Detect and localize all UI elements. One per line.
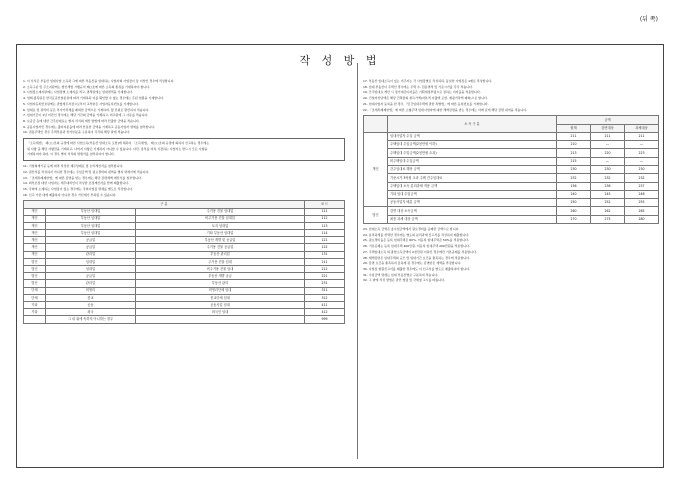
note-line: 8. 보증금 등에 대한 간주임대료는 별지 서식의 계산 방법에 따라 산출한 금액을 적습니다. xyxy=(23,118,140,123)
income-table-row xyxy=(364,132,659,140)
code-table-cell: 공동 xyxy=(46,301,136,308)
page-title: 작 성 방 법 xyxy=(299,54,381,67)
income-label: 공동사업자 배분 금액 xyxy=(388,199,557,207)
income-code-cell: 262 xyxy=(591,207,625,215)
note-line: 6. 임대료 및 관리비 등은 부가가치세를 제외한 금액으로 기재하며, 월 단위로 환산하여 적습니다. xyxy=(23,107,150,112)
note-line: 18. 임대 부동산이 주택인 경우에는 주택 수, 전용면적 및 기준시가를 각각 적습니다. xyxy=(363,84,473,89)
code-table-cell: 111 xyxy=(305,208,345,215)
income-code-cell: 215 xyxy=(557,157,591,165)
income-code-cell: 248 xyxy=(625,190,659,198)
income-subheader: 합계 xyxy=(557,124,591,132)
income-table-row xyxy=(364,166,659,174)
income-table-row xyxy=(364,157,659,165)
income-table-row xyxy=(364,190,659,198)
code-table-row xyxy=(24,266,345,273)
code-table-cell: 단체 xyxy=(24,287,46,294)
code-table-cell xyxy=(24,316,46,323)
income-code-cell: 210 xyxy=(557,141,591,149)
code-table-row xyxy=(24,251,345,258)
code-table-row xyxy=(24,294,345,301)
code-table-cell: 공동사업 임대 xyxy=(136,301,305,308)
code-table-cell: 221 xyxy=(305,273,345,280)
income-code-cell: 211 xyxy=(625,132,659,140)
income-code-cell: 232 xyxy=(591,174,625,182)
code-table-cell xyxy=(136,316,305,323)
code-table-row xyxy=(24,309,345,316)
income-table-header: 금액 xyxy=(557,116,659,124)
code-table-cell: 주거용 건물 공급업 xyxy=(136,244,305,251)
income-code-cell: — xyxy=(625,141,659,149)
note-line: 23. 임대소득 금액은 총수입금액에서 필요경비를 공제한 금액으로 합니다. xyxy=(363,227,460,232)
note-line: 2. 소득구분 및 주소지란에는 법인세법 시행규칙 제○조에 따른 소득의 종류를 기재하여야 합니다. xyxy=(23,84,151,89)
code-table-cell: 기타 부동산 임대업 xyxy=(136,230,305,237)
note-line: 5. 사업자등록번호란에는 관할세무서장으로부터 교부받은 사업자등록번호를 기재합니다. xyxy=(23,101,139,106)
income-code-cell: 223 xyxy=(625,149,659,157)
income-code-cell: 237 xyxy=(625,182,659,190)
group-label: 법인 xyxy=(364,207,388,224)
code-table-cell: 종교단체 임대 xyxy=(136,294,305,301)
code-table-cell: 개인 xyxy=(24,208,46,215)
note-line: 32. 그 밖에 작성 방법은 관련 법령 및 국세청 고시를 따릅니다. xyxy=(363,278,445,283)
note-line: 10. 겸용주택인 경우 주택부분과 상가부분을 구분하여 각각의 해당 란에 적습니다. xyxy=(23,130,131,135)
code-table-cell: 토지 임대업 xyxy=(136,222,305,229)
income-code-cell: 230 xyxy=(557,166,591,174)
code-table-cell: 312 xyxy=(305,294,345,301)
code-table-cell: 개인 xyxy=(24,215,46,222)
income-code-cell: 236 xyxy=(591,182,625,190)
code-table-cell: 개인 xyxy=(24,230,46,237)
code-table-cell: 비영리단체 임대 xyxy=(136,287,305,294)
note-line: 15. 국외에 소재하는 사업장이 있는 경우에는 국외사업장 명세를 별도로 작성합니다. xyxy=(23,186,133,191)
code-table-cell: 부동산 임대업 xyxy=(46,230,136,237)
code-table-cell: 999 xyxy=(305,316,345,323)
income-label: 주택임대 수입금액(2천만원 초과) xyxy=(388,149,557,157)
code-table-cell: 비주거용 건물 임대 xyxy=(136,266,305,273)
income-table-body xyxy=(364,132,659,223)
left-boxed-note xyxy=(23,138,345,161)
income-code-cell: 250 xyxy=(557,199,591,207)
income-table-header: 소 득 구 분 xyxy=(388,116,557,133)
code-table-cell: 공급업 xyxy=(46,273,136,280)
income-table-row xyxy=(364,207,659,215)
note-line: 21. 임대사업자 등록을 한 경우 「민간임대주택에 관한 특별법」에 따른 등록번호를 기재합니다. xyxy=(363,101,489,106)
income-subheader: 과세대상 xyxy=(625,124,659,132)
box-line: 위 사항 중 해당 사항만을 기재하고, 나머지 사항은 기재하지 아니할 수 있습니다. 다만, 장부를 비치·기장하는 사업자는 반드시 모든 사항을 xyxy=(27,146,208,151)
code-table-row xyxy=(24,230,345,237)
box-line: 기재하여야 하며, 이 경우 별지 서식의 명세서를 첨부하여야 합니다. xyxy=(27,152,115,157)
code-table-cell: 311 xyxy=(305,287,345,294)
code-table-cell: 113 xyxy=(305,222,345,229)
form-frame xyxy=(16,44,664,468)
income-code-cell: 220 xyxy=(591,149,625,157)
income-code-cell: 156 xyxy=(557,182,591,190)
code-table-cell: 231 xyxy=(305,280,345,287)
code-table xyxy=(23,200,345,323)
note-line: 31. 수입금액 명세는 임대 부동산별로 구분하여 적습니다. xyxy=(363,272,439,277)
code-table-cell: 주거용 건물 임대 xyxy=(136,258,305,265)
code-table-cell: 주거용 건물 임대업 xyxy=(136,208,305,215)
note-line: 3. 사업장소재지란에는 사업장별 소재지를 적고, 면적란에는 임대면적을 기재합니다. xyxy=(23,90,133,95)
note-line: 4. 업태·종목란은 한국표준산업분류에 따라 기재하되 이를 확인할 수 없는 경우에는 주된 업종을 기재합니다. xyxy=(23,96,164,101)
code-table-cell: 법인 xyxy=(24,266,46,273)
code-table-cell: 412 xyxy=(305,309,345,316)
code-table-cell: 관리업 xyxy=(46,280,136,287)
code-table-cell: 개인 xyxy=(24,237,46,244)
code-table-cell: 법인 xyxy=(24,258,46,265)
code-table-row xyxy=(24,280,345,287)
right-column xyxy=(363,79,659,284)
income-code-cell: 260 xyxy=(557,207,591,215)
note-line: 1. 이 서식은 부동산 임대사업 소득과 그에 따른 부동산을 임대하는 사업자의 사업장이 둘 이상인 경우에 작성합니다. xyxy=(23,79,175,83)
income-code-cell: 280 xyxy=(625,215,659,223)
income-label: 최종 과세 대상 금액 xyxy=(388,215,557,223)
code-table-row xyxy=(24,316,345,323)
code-table-cell: 122 xyxy=(305,244,345,251)
income-code-cell: 275 xyxy=(591,215,625,223)
income-code-cell: 252 xyxy=(591,199,625,207)
income-subheader: 감면대상 xyxy=(591,124,625,132)
code-table-cell: 부동산 임대업 xyxy=(46,215,136,222)
code-table-row xyxy=(24,301,345,308)
code-table-cell: 기타 xyxy=(24,301,46,308)
left-notes-mid xyxy=(23,164,345,197)
note-line: 22. 「조세특례제한법」에 따른 소형주택 임대사업자에 대한 세액감면을 받는 경우에는 아래 표에 해당 감면 내역을 적습니다. xyxy=(363,107,528,112)
note-line: 26. 기본공제는 등록 임대주택 400만원, 미등록 임대주택 200만원을 적용합니다. xyxy=(363,244,470,249)
code-table-cell: 임대업 xyxy=(46,258,136,265)
income-code-cell: 255 xyxy=(625,199,659,207)
code-table-cell: 개인 xyxy=(24,244,46,251)
code-table-cell: 공급업 xyxy=(46,237,136,244)
note-line: 20. 건설비상당액은 해당 건축물의 취득가액(자본적 지출액 포함, 재평가차액 제외)으로 합니다. xyxy=(363,96,488,101)
income-table-row xyxy=(364,141,659,149)
code-table-body xyxy=(24,208,345,323)
code-table-cell: 부동산 임대업 xyxy=(46,222,136,229)
group-label: 개인 xyxy=(364,132,388,207)
right-notes-top xyxy=(363,79,659,112)
group-header xyxy=(364,116,388,133)
note-line: 14. 외부조정 대상 사업자는 세무대리인이 작성한 조정계산서를 함께 제출합니다. xyxy=(23,181,130,186)
income-code-cell: 211 xyxy=(557,132,591,140)
code-table-cell: 법인 xyxy=(24,280,46,287)
code-table-header: 코 드 xyxy=(305,201,345,208)
code-table-cell: 임대업 xyxy=(46,266,136,273)
income-code-cell: 245 xyxy=(591,190,625,198)
code-table-cell: 부동산 개발 및 공급업 xyxy=(136,237,305,244)
left-column xyxy=(23,79,345,324)
code-table-cell: 부동산 임대업 xyxy=(46,208,136,215)
code-table-cell: 211 xyxy=(305,258,345,265)
income-code-cell: 232 xyxy=(557,174,591,182)
note-line: 30. 사업장 현황신고서를 제출한 경우에도 이 신고서를 별도로 제출하여야 합니다. xyxy=(363,267,471,271)
income-label: 임대사업자 수입 금액 xyxy=(388,132,557,140)
note-line: 12. 결산서를 작성하지 아니한 경우에는 수입금액 및 필요경비의 내역을 별지 명세서에 적습니다. xyxy=(23,169,150,174)
code-table-cell: 부동산 관리업 xyxy=(136,251,305,258)
income-table-row xyxy=(364,199,659,207)
note-line: 28. 세액감면은 임대주택의 규모 및 임대기간 요건을 충족하는 경우에 적용합니다. xyxy=(363,255,471,260)
code-table-row xyxy=(24,215,345,222)
code-table-cell: 외국인 임대 xyxy=(136,309,305,316)
code-table-cell: 외국 xyxy=(46,309,136,316)
income-code-cell: 230 xyxy=(591,166,625,174)
income-code-cell: 240 xyxy=(557,190,591,198)
income-label: 간주임대료 해당 금액 xyxy=(388,166,557,174)
income-label: 기타 임대 수입금액 xyxy=(388,190,557,198)
note-line: 16. 신고 기한 내에 제출하지 아니한 경우 가산세가 부과될 수 있습니다. xyxy=(23,192,117,197)
note-line: 13. 「조세특례제한법」에 따른 감면을 받는 경우에는 해당 감면세액 계산서를 첨부합니다. xyxy=(23,175,142,180)
code-table-cell: 관리업 xyxy=(46,251,136,258)
column-divider xyxy=(357,63,358,459)
code-table-cell: 단체 xyxy=(24,294,46,301)
code-table-row xyxy=(24,258,345,265)
page-mark: (뒤 쪽) xyxy=(639,16,658,23)
note-line: 7. 임대기간이 1년 미만인 경우에는 해당 기간의 금액을 기재하고, 비고란에 그 사유를 적습니다. xyxy=(23,113,149,118)
income-table-row xyxy=(364,174,659,182)
code-table-cell: 공급업 xyxy=(46,244,136,251)
note-line: 27. 주택임대소득 외 종합소득금액이 2천만원 이하인 경우에만 기본공제를 적용합니다. xyxy=(363,249,477,254)
income-table-row xyxy=(364,149,659,157)
income-table xyxy=(363,115,659,224)
income-code-cell: 232 xyxy=(625,174,659,182)
code-table-cell: 부동산 관리 xyxy=(136,280,305,287)
left-notes-top xyxy=(23,79,345,135)
code-table-row xyxy=(24,222,345,229)
income-label: 기준시가 3억원 초과 주택 간주임대료 xyxy=(388,174,557,182)
code-table-cell: 부동산 개발 공급 xyxy=(136,273,305,280)
box-line: 「소득세법」 제○○조의 규정에 따른 사업소득(부동산 임대소득 포함)에 대하여 「소득세법」 제○○조의 규정에 의하여 신고하는 경우에는 xyxy=(27,141,210,146)
note-line: 24. 분리과세를 선택한 경우에는 별도의 분리과세 신고서를 작성하여 제출합니다. xyxy=(363,232,470,237)
income-table-row xyxy=(364,215,659,223)
code-table-cell: 개인 xyxy=(24,251,46,258)
code-table-header: 구 분 xyxy=(24,201,305,208)
income-code-cell: 230 xyxy=(625,166,659,174)
note-line: 19. 간주임대료 계산 시 정기예금이자율은 기획재정부령으로 정하는 이자율을 적용합니다. xyxy=(363,90,481,95)
note-line: 29. 감면 요건을 충족하지 못하게 된 경우에는 감면받은 세액을 추징합니다. xyxy=(363,261,462,266)
income-code-cell: 213 xyxy=(557,149,591,157)
income-code-cell: — xyxy=(625,157,659,165)
code-table-cell: 비영리 xyxy=(46,287,136,294)
income-label: 비주택임대 수입금액 xyxy=(388,157,557,165)
income-label: 주택임대 소득 분리과세 적용 금액 xyxy=(388,182,557,190)
income-label: 주택임대 수입금액(2천만원 이하) xyxy=(388,141,557,149)
income-code-cell: 265 xyxy=(625,207,659,215)
income-label: 감면 대상 소득금액 xyxy=(388,207,557,215)
code-table-cell: 131 xyxy=(305,251,345,258)
code-table-row xyxy=(24,273,345,280)
code-table-cell: 411 xyxy=(305,301,345,308)
note-line: 17. 부동산 임대소득이 있는 거주자는 각 사업장별로 작성하되, 동일한 사업장은 1매로 작성합니다. xyxy=(363,79,493,83)
right-notes-bottom xyxy=(363,227,659,283)
code-table-row xyxy=(24,237,345,244)
income-code-cell: 211 xyxy=(591,132,625,140)
code-table-row xyxy=(24,244,345,251)
income-code-cell: — xyxy=(591,157,625,165)
note-line: 9. 공동사업자인 경우에는 출자지분율에 따라 안분한 금액을 기재하고 공동사업자 명세를 첨부합니다. xyxy=(23,124,156,129)
income-code-cell: 270 xyxy=(557,215,591,223)
income-table-row xyxy=(364,182,659,190)
income-code-cell: — xyxy=(591,141,625,149)
code-table-cell: 비주거용 건물 임대업 xyxy=(136,215,305,222)
note-line: 11. 기업회계기준 등에 따라 작성한 재무상태표 및 손익계산서를 첨부합니다. xyxy=(23,164,124,169)
code-table-row xyxy=(24,287,345,294)
code-table-cell: 112 xyxy=(305,215,345,222)
code-table-cell: 개인 xyxy=(24,222,46,229)
code-table-cell: 121 xyxy=(305,237,345,244)
code-table-cell: 기타 xyxy=(24,309,46,316)
code-table-row xyxy=(24,208,345,215)
code-table-cell: 종교 xyxy=(46,294,136,301)
code-table-cell: 212 xyxy=(305,266,345,273)
code-table-cell: 114 xyxy=(305,230,345,237)
code-table-cell: 법인 xyxy=(24,273,46,280)
note-line: 25. 필요경비율은 등록 임대주택은 60%, 미등록 임대주택은 50%를 적용합니다. xyxy=(363,238,469,243)
code-table-cell: 그 외 위에 속하지 아니하는 경우 xyxy=(46,316,136,323)
